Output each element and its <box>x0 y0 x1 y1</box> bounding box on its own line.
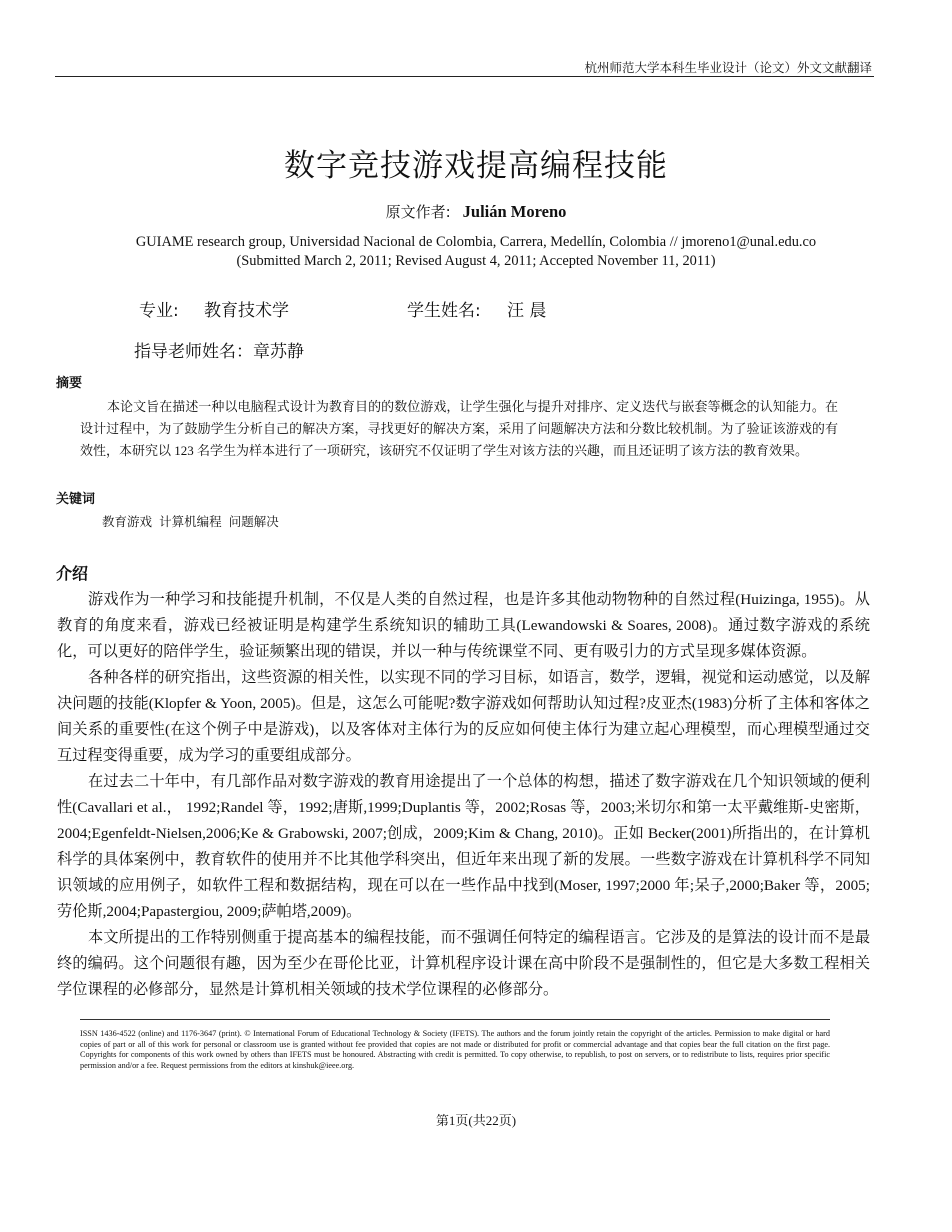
author-label: 原文作者: <box>385 203 451 221</box>
student-name-value: 汪 晨 <box>507 301 547 321</box>
header-rule <box>55 76 874 77</box>
advisor-name: 指导老师姓名：章苏静 <box>134 342 304 362</box>
major-value: 教育技术学 <box>204 301 289 321</box>
author-line <box>0 201 952 222</box>
intro-paragraph: 本文所提出的工作特别侧重于提高基本的编程技能，而不强调任何特定的编程语言。它涉及的是算法的设计而不是最终的编码。这个问题很有趣，因为至少在哥伦比亚，计算机程序设计课在高中阶段不是强制性的，但它是大多数工程相关学位课程的必修部分，显然是计算机相关领域的技术学位课程的必修部分。 <box>57 929 870 998</box>
major-label: 专业: <box>139 301 179 321</box>
intro-paragraph: 各种各样的研究指出，这些资源的相关性，以实现不同的学习目标，如语言，数学，逻辑，视觉和运动感觉，以及解决问题的技能(Klopfer & Yoon, 2005)。但是，这怎么可能呢?数字游戏如何帮助认知过程?皮亚杰(1983)分析了主体和客体之间关系的重要性(在这个例子中是游戏)，以及客体对主体行为的反应如何使主体行为建立起心理模型，而心理模型通过交互过程变得重要，成为学习的重要组成部分。 <box>57 669 870 764</box>
submission-dates: (Submitted March 2, 2011; Revised August 4, 2011; Accepted November 11, 2011) <box>236 253 716 269</box>
abstract-text: 本论文旨在描述一种以电脑程式设计为教育目的的数位游戏，让学生强化与提升对排序、定义迭代与嵌套等概念的认知能力。在设计过程中，为了鼓励学生分析自己的解决方案，寻找更好的解决方案，采用了问题解决方法和分数比较机制。为了验证该游戏的有效性，本研究以 123 名学生为样本进行了一项研究，该研究不仅证明了学生对该方法的兴趣，而且还证明了该方法的教育效果。 <box>80 399 838 458</box>
page-number: 第1页(共22页) <box>435 1113 517 1128</box>
author-name: Julián Moreno <box>462 202 567 221</box>
keywords-list: 教育游戏 计算机编程 问题解决 <box>102 515 279 529</box>
copyright-notice: ISSN 1436-4522 (online) and 1176-3647 (print). © International Forum of Educational Technology & Society (IFETS). The authors and the forum jointly retain the copyright of the articles. Permission to make digital or hard copies of part or all of this work for personal or classroom use is granted without fee provided that copies are not made or distributed for profit or commercial advantage and that copies bear the full citation on the first page. Copyrights for components of this work owned by others than IFETS must be honoured. Abstracting with credit is permitted. To copy otherwise, to republish, to post on servers, or to redistribute to lists, requires prior specific permission and/or a fee. Request permissions from the editors at kinshuk@ieee.org. <box>80 1029 830 1070</box>
intro-paragraph: 在过去二十年中，有几部作品对数字游戏的教育用途提出了一个总体的构想，描述了数字游戏在几个知识领域的便利性(Cavallari et al.， 1992;Randel 等，1992;唐斯,1999;Duplantis 等，2002;Rosas 等，2003;米切尔和第一太平戴维斯-史密斯，2004;Egenfeldt-Nielsen,2006;Ke & Grabowski, 2007;创成，2009;Kim & Chang, 2010)。正如 Becker(2001)所指出的，在计算机科学的具体案例中，教育软件的使用并不比其他学科突出，但近年来出现了新的发展。一些数字游戏在计算机科学不同知识领域的应用例子，如软件工程和数据结构，现在可以在一些作品中找到(Moser, 1997;2000 年;呆子,2000;Baker 等，2005;劳伦斯,2004;Papastergiou, 2009;萨帕塔,2009)。 <box>57 773 870 920</box>
student-name-label: 学生姓名: <box>407 301 481 321</box>
keywords-heading: 关键词 <box>56 492 96 507</box>
article-title: 数字竞技游戏提高编程技能 <box>284 148 668 184</box>
affiliation: GUIAME research group, Universidad Nacional de Colombia, Carrera, Medellín, Colombia // jmoreno1@unal.edu.co <box>135 234 817 250</box>
running-header: 杭州师范大学本科生毕业设计（论文）外文文献翻译 <box>584 60 872 75</box>
abstract-heading: 摘要 <box>56 376 83 391</box>
abstract-body <box>80 396 838 462</box>
introduction-heading: 介绍 <box>56 564 89 583</box>
introduction-body <box>57 587 870 1003</box>
intro-paragraph: 游戏作为一种学习和技能提升机制，不仅是人类的自然过程，也是许多其他动物物种的自然过程(Huizinga, 1955)。从教育的角度来看，游戏已经被证明是构建学生系统知识的辅助工具(Lewandowski & Soares, 2008)。通过数字游戏的系统化，可以更好的陪伴学生，验证频繁出现的错误，并以一种与传统课堂不同、更有吸引力的方式呈现多媒体资源。 <box>57 591 870 660</box>
affiliation-block <box>0 233 952 271</box>
footnote-rule <box>80 1019 830 1020</box>
